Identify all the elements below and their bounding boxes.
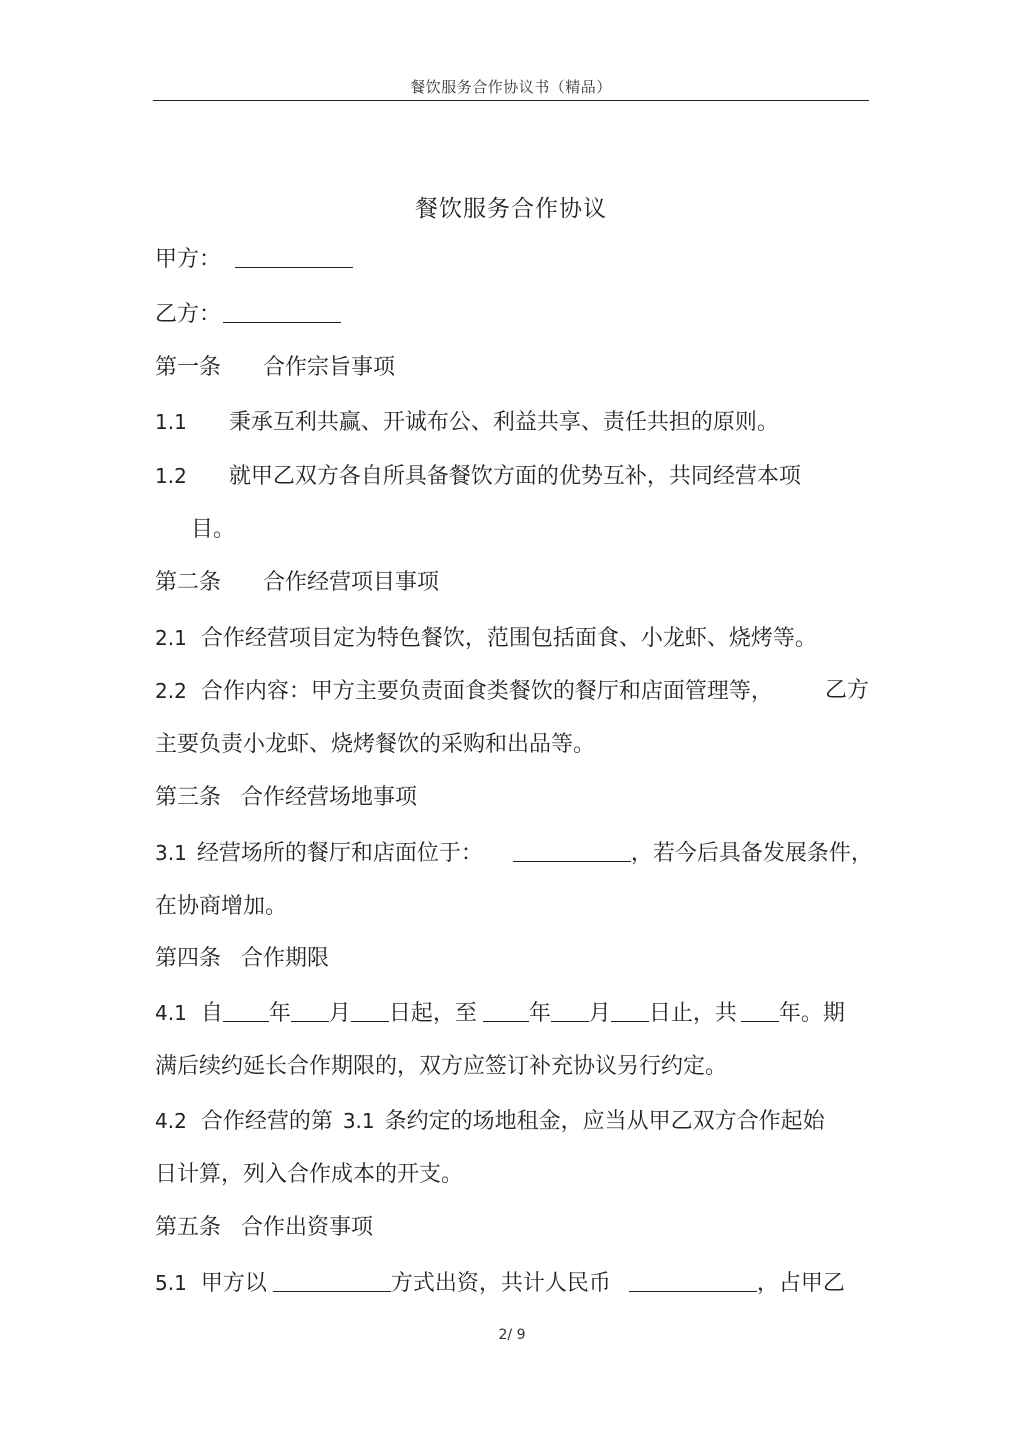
contribution-method-blank[interactable] [273,1271,391,1292]
clause-4-1-to: 日起，至 [388,1001,477,1026]
header-rule [153,100,869,101]
article-1-title: 合作宗旨事项 [263,355,396,380]
clause-3-1-text: 经营场所的餐厅和店面位于： [196,841,483,866]
clause-4-2-ref: 3.1 [342,1109,375,1133]
clause-1-2-number: 1.2 [155,464,187,488]
article-3-heading [155,783,417,813]
clause-2-2-tail: 乙方 [824,678,869,703]
month-label: 月 [328,1001,351,1026]
clause-3-1-number: 3.1 [155,841,187,865]
clause-5-1-text: 甲方以 [200,1271,267,1296]
clause-3-1-continuation: 在协商增加。 [155,894,288,919]
clause-4-2-continuation: 日计算，列入合作成本的开支。 [155,1162,464,1187]
article-2-heading [155,568,439,598]
clause-4-2 [155,1106,825,1137]
clause-2-2-text: 合作内容：甲方主要负责面食类餐饮的餐厅和店面管理等， [200,679,773,704]
month-label: 月 [588,1001,611,1026]
start-day-blank[interactable] [351,1001,389,1022]
clause-3-1 [155,838,873,869]
party-b-blank[interactable] [223,302,341,323]
clause-5-1-number: 5.1 [155,1271,187,1295]
clause-3-1-after: ，若今后具备发展条件， [630,841,873,866]
amount-blank[interactable] [629,1271,757,1292]
clause-2-1-number: 2.1 [155,626,187,650]
party-a-label: 甲方： [155,247,222,272]
clause-2-2 [155,676,773,707]
clause-4-1-end: 年。期 [778,1001,845,1026]
clause-4-1-until: 日止，共 [648,1001,737,1026]
article-2-label: 第二条 [155,570,222,595]
clause-5-1 [155,1268,845,1299]
article-4-title: 合作期限 [241,946,330,971]
location-blank[interactable] [513,841,631,862]
clause-4-2-text: 合作经营的第 [200,1109,333,1134]
article-2-title: 合作经营项目事项 [263,570,440,595]
year-label: 年 [268,1001,291,1026]
clause-2-2-number: 2.2 [155,679,187,703]
clause-1-1-number: 1.1 [155,410,187,434]
running-header: 餐饮服务合作协议书（精品） [410,78,612,96]
clause-1-2-continuation: 目。 [191,517,236,542]
article-5-heading [155,1213,373,1243]
end-day-blank[interactable] [611,1001,649,1022]
clause-4-1-number: 4.1 [155,1001,187,1025]
party-a-line [155,245,353,275]
page-number: 2/ 9 [498,1327,526,1343]
document-title: 餐饮服务合作协议 [415,196,607,222]
clause-1-2-text: 就甲乙双方各自所具备餐饮方面的优势互补，共同经营本项 [228,464,801,489]
article-1-label: 第一条 [155,355,222,380]
start-year-blank[interactable] [223,1001,269,1022]
party-b-line [155,300,341,330]
end-month-blank[interactable] [551,1001,589,1022]
start-month-blank[interactable] [291,1001,329,1022]
clause-2-2-continuation: 主要负责小龙虾、烧烤餐饮的采购和出品等。 [155,732,596,757]
article-5-label: 第五条 [155,1215,222,1240]
clause-4-1 [155,998,845,1029]
party-a-blank[interactable] [235,247,353,268]
party-b-label: 乙方： [155,302,222,327]
clause-5-1-text3: ，占甲乙 [756,1271,845,1296]
clause-5-1-text2: 方式出资，共计人民币 [390,1271,611,1296]
end-year-blank[interactable] [483,1001,529,1022]
clause-1-1-text: 秉承互利共赢、开诚布公、利益共享、责任共担的原则。 [228,410,779,435]
clause-2-1-text: 合作经营项目定为特色餐饮，范围包括面食、小龙虾、烧烤等。 [200,626,817,651]
article-5-title: 合作出资事项 [241,1215,374,1240]
term-years-blank[interactable] [741,1001,779,1022]
article-4-label: 第四条 [155,946,222,971]
clause-1-1 [155,407,779,438]
article-1-heading [155,353,395,383]
clause-4-1-from: 自 [200,1001,223,1026]
clause-2-1 [155,623,817,654]
clause-4-2-text2: 条约定的场地租金，应当从甲乙双方合作起始 [384,1109,825,1134]
article-4-heading [155,944,329,974]
clause-4-1-continuation: 满后续约延长合作期限的，双方应签订补充协议另行约定。 [155,1054,728,1079]
article-3-label: 第三条 [155,785,222,810]
clause-4-2-number: 4.2 [155,1109,187,1133]
article-3-title: 合作经营场地事项 [241,785,418,810]
year-label: 年 [528,1001,551,1026]
clause-1-2 [155,461,801,492]
